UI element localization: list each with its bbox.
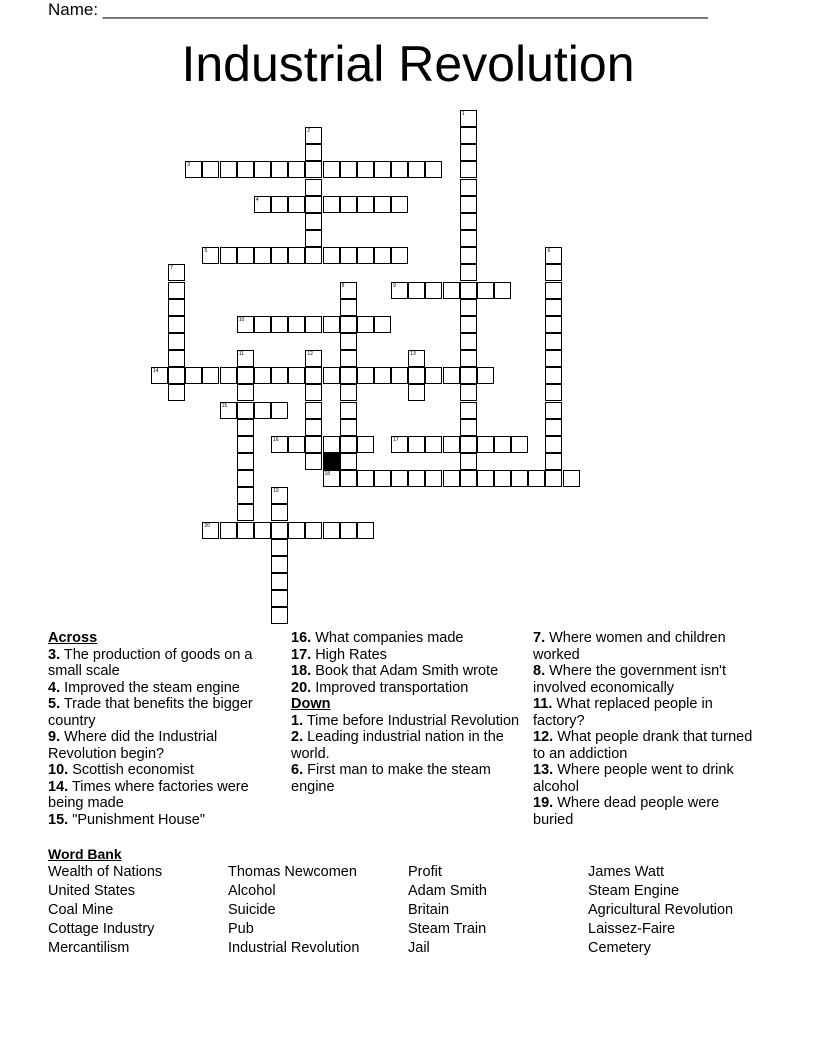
clue-text: Where dead people were buried (533, 795, 720, 828)
clue-number: 6 (547, 248, 551, 255)
crossword-cell[interactable] (460, 402, 477, 419)
crossword-cell[interactable] (305, 419, 322, 436)
crossword-cell[interactable] (220, 522, 237, 539)
crossword-cell[interactable] (460, 264, 477, 281)
crossword-cell[interactable] (545, 247, 562, 264)
crossword-cell[interactable] (340, 282, 357, 299)
clue-text: What replaced people in factory? (533, 696, 713, 729)
crossword-cell[interactable] (460, 470, 477, 487)
clue-across-16 (291, 630, 521, 647)
name-field[interactable]: Name: ________________________________________________________________ (48, 0, 708, 19)
crossword-cell[interactable] (460, 384, 477, 401)
crossword-cell[interactable] (391, 196, 408, 213)
crossword-cell[interactable] (271, 573, 288, 590)
crossword-cell[interactable] (237, 453, 254, 470)
clue-across-4 (48, 680, 278, 697)
crossword-cell[interactable] (460, 213, 477, 230)
word-bank-item: James Watt (588, 864, 665, 880)
word-bank-item: Steam Train (408, 921, 487, 937)
clue-number-label: 16. (291, 630, 312, 646)
crossword-cell[interactable] (271, 161, 288, 178)
crossword-cell[interactable] (288, 436, 305, 453)
crossword-cell[interactable] (374, 161, 391, 178)
crossword-cell[interactable] (305, 522, 322, 539)
clue-number: 3 (187, 162, 191, 169)
crossword-cell[interactable] (391, 161, 408, 178)
clue-down-13 (533, 762, 763, 795)
clue-number: 9 (393, 282, 396, 289)
crossword-cell[interactable] (460, 453, 477, 470)
clue-number-label: 6. (291, 762, 304, 778)
clue-number: 18 (324, 471, 331, 478)
crossword-cell[interactable] (374, 367, 391, 384)
crossword-cell[interactable] (460, 230, 477, 247)
crossword-cell[interactable] (237, 419, 254, 436)
crossword-cell[interactable] (323, 470, 340, 487)
crossword-cell[interactable] (460, 367, 477, 384)
clue-number: 1 (461, 111, 465, 117)
word-bank-item: Laissez-Faire (588, 921, 676, 937)
crossword-cell[interactable] (340, 299, 357, 316)
crossword-cell[interactable] (357, 196, 374, 213)
crossword-cell[interactable] (305, 316, 322, 333)
crossword-cell[interactable] (545, 402, 562, 419)
crossword-cell[interactable] (545, 453, 562, 470)
crossword-cell[interactable] (460, 436, 477, 453)
crossword-cell[interactable] (271, 607, 288, 624)
crossword-cell[interactable] (288, 316, 305, 333)
word-bank-item: Coal Mine (48, 902, 114, 918)
crossword-cell[interactable] (357, 316, 374, 333)
crossword-cell[interactable] (237, 522, 254, 539)
word-bank-item: Adam Smith (408, 883, 487, 899)
crossword-cell[interactable] (545, 333, 562, 350)
clue-across-14 (48, 779, 278, 812)
clue-number-label: 7. (533, 630, 546, 646)
crossword-cell[interactable] (305, 179, 322, 196)
clue-text: Book that Adam Smith wrote (311, 663, 499, 679)
crossword-cell[interactable] (545, 384, 562, 401)
crossword-cell[interactable] (271, 247, 288, 264)
clue-number-label: 9. (48, 729, 61, 745)
word-bank-item: Agricultural Revolution (588, 902, 734, 918)
clues-column-2 (291, 630, 521, 795)
crossword-cell[interactable] (340, 196, 357, 213)
crossword-cell[interactable] (460, 179, 477, 196)
crossword-cell[interactable] (357, 470, 374, 487)
clue-number: 17 (393, 436, 399, 443)
crossword-cell[interactable] (340, 247, 357, 264)
crossword-cell[interactable] (391, 436, 408, 453)
clue-across-15 (48, 812, 278, 829)
crossword-cell[interactable] (237, 487, 254, 504)
crossword-cell[interactable] (305, 453, 322, 470)
word-bank-item: Suicide (228, 902, 276, 918)
crossword-cell[interactable] (254, 402, 271, 419)
crossword-cell[interactable] (202, 367, 219, 384)
crossword-cell[interactable] (443, 367, 460, 384)
crossword-cell[interactable] (323, 196, 340, 213)
crossword-cell[interactable] (305, 402, 322, 419)
crossword-cell[interactable] (271, 196, 288, 213)
crossword-cell[interactable] (305, 247, 322, 264)
crossword-cell[interactable] (528, 470, 545, 487)
across-heading: Across (48, 630, 98, 646)
word-bank-item: Mercantilism (48, 940, 130, 956)
crossword-cell[interactable] (237, 402, 254, 419)
clue-number: 20 (204, 522, 210, 529)
word-bank-item: Steam Engine (588, 883, 680, 899)
crossword-cell[interactable] (220, 161, 237, 178)
crossword-cell[interactable] (460, 127, 477, 144)
clue-number: 10 (238, 316, 245, 323)
clue-across-17 (291, 647, 521, 664)
crossword-cell[interactable] (425, 470, 442, 487)
word-bank-item: Jail (408, 940, 430, 956)
crossword-cell[interactable] (357, 522, 374, 539)
crossword-cell[interactable] (254, 367, 271, 384)
crossword-cell[interactable] (408, 282, 425, 299)
clue-text: The production of goods on a small scale (48, 646, 253, 679)
word-bank-item: Profit (408, 864, 442, 880)
crossword-cell[interactable] (425, 436, 442, 453)
crossword-cell[interactable] (323, 161, 340, 178)
crossword-cell[interactable] (237, 161, 254, 178)
crossword-cell[interactable] (374, 247, 391, 264)
crossword-cell[interactable] (185, 367, 202, 384)
clue-number-label: 18. (291, 663, 312, 679)
clue-down-2 (291, 729, 521, 762)
clue-across-9 (48, 729, 278, 762)
crossword-cell[interactable] (391, 367, 408, 384)
clue-across-20 (291, 680, 521, 697)
clue-text: First man to make the steam engine (291, 762, 491, 795)
crossword-cell[interactable] (271, 556, 288, 573)
crossword-cell[interactable] (168, 384, 185, 401)
crossword-cell[interactable] (408, 161, 425, 178)
crossword-cell[interactable] (305, 127, 322, 144)
crossword-cell[interactable] (254, 247, 271, 264)
crossword-cell[interactable] (237, 350, 254, 367)
crossword-cell[interactable] (425, 161, 442, 178)
crossword-cell[interactable] (323, 436, 340, 453)
crossword-cell[interactable] (185, 161, 202, 178)
clue-number-label: 12. (533, 729, 554, 745)
crossword-cell[interactable] (271, 539, 288, 556)
clues-column-1 (48, 630, 278, 828)
crossword-cell[interactable] (494, 470, 511, 487)
word-bank-item: Industrial Revolution (228, 940, 360, 956)
word-bank-item: Pub (228, 921, 254, 937)
clue-text: Where did the Industrial Revolution begin? (48, 729, 218, 762)
clue-across-3 (48, 647, 278, 680)
clue-text: "Punishment House" (68, 811, 206, 828)
clue-down-1 (291, 713, 521, 730)
crossword-cell[interactable] (254, 161, 271, 178)
crossword-cell[interactable] (254, 316, 271, 333)
crossword-cell[interactable] (408, 436, 425, 453)
crossword-cell[interactable] (323, 247, 340, 264)
crossword-cell[interactable] (168, 350, 185, 367)
crossword-cell[interactable] (305, 161, 322, 178)
crossword-cell[interactable] (408, 350, 425, 367)
crossword-cell[interactable] (271, 487, 288, 504)
crossword-cell[interactable] (323, 522, 340, 539)
crossword-cell[interactable] (202, 247, 219, 264)
clue-across-18 (291, 663, 521, 680)
crossword-cell[interactable] (340, 522, 357, 539)
clue-number-label: 8. (533, 663, 546, 679)
crossword-cell[interactable] (237, 316, 254, 333)
clue-number-label: 13. (533, 762, 554, 778)
crossword-cell[interactable] (545, 350, 562, 367)
clue-text: Improved transportation (311, 679, 469, 696)
page-title: Industrial Revolution (181, 36, 635, 92)
crossword-cell[interactable] (220, 367, 237, 384)
crossword-cell[interactable] (237, 504, 254, 521)
crossword-cell[interactable] (374, 316, 391, 333)
crossword-cell[interactable] (477, 436, 494, 453)
crossword-cell[interactable] (237, 247, 254, 264)
clue-number-label: 19. (533, 795, 554, 811)
crossword-cell[interactable] (460, 144, 477, 161)
crossword-cell[interactable] (477, 470, 494, 487)
crossword-cell[interactable] (323, 316, 340, 333)
crossword-cell[interactable] (477, 367, 494, 384)
clue-number-label: 15. (48, 811, 69, 828)
crossword-cell[interactable] (202, 161, 219, 178)
word-bank-item: Cemetery (588, 940, 651, 956)
clue-text: Time before Industrial Revolution (303, 712, 520, 729)
crossword-cell[interactable] (168, 282, 185, 299)
crossword-cell[interactable] (563, 470, 580, 487)
crossword-cell[interactable] (254, 522, 271, 539)
clue-number: 15 (221, 402, 228, 409)
clue-number: 19 (273, 488, 279, 495)
crossword-cell[interactable] (408, 470, 425, 487)
clue-text: Scottish economist (68, 762, 194, 778)
crossword-cell[interactable] (545, 470, 562, 487)
clue-number-label: 11. (533, 696, 553, 712)
crossword-cell[interactable] (545, 316, 562, 333)
down-heading: Down (291, 696, 331, 712)
crossword-cell[interactable] (323, 367, 340, 384)
crossword-cell[interactable] (443, 470, 460, 487)
clue-across-10 (48, 762, 278, 779)
crossword-cell[interactable] (460, 333, 477, 350)
crossword-cell[interactable] (220, 247, 237, 264)
crossword-cell[interactable] (288, 522, 305, 539)
crossword-cell[interactable] (340, 384, 357, 401)
crossword-cell[interactable] (545, 264, 562, 281)
crossword-cell[interactable] (425, 367, 442, 384)
clue-text: Where people went to drink alcohol (533, 762, 734, 795)
clue-number: 2 (307, 128, 311, 135)
clue-number-label: 3. (48, 646, 61, 663)
clue-number-label: 1. (291, 712, 304, 729)
word-bank-title: Word Bank (48, 846, 122, 862)
crossword-cell[interactable] (460, 110, 477, 127)
crossword-cell[interactable] (443, 282, 460, 299)
crossword-cell[interactable] (168, 316, 185, 333)
clue-text: Improved the steam engine (60, 679, 240, 696)
crossword-cell[interactable] (545, 436, 562, 453)
clue-number: 16 (273, 436, 279, 443)
crossword-cell[interactable] (357, 161, 374, 178)
crossword-cell[interactable] (288, 161, 305, 178)
clue-text: High Rates (311, 646, 387, 663)
clue-number: 12 (307, 351, 313, 358)
crossword-cell[interactable] (460, 282, 477, 299)
crossword-cell[interactable] (545, 299, 562, 316)
crossword-cell[interactable] (288, 367, 305, 384)
crossword-cell[interactable] (460, 196, 477, 213)
crossword-cell[interactable] (357, 247, 374, 264)
crossword-cell[interactable] (271, 316, 288, 333)
clue-down-11 (533, 696, 763, 729)
crossword-cell[interactable] (460, 161, 477, 178)
crossword-cell[interactable] (494, 436, 511, 453)
crossword-cell[interactable] (408, 367, 425, 384)
crossword-cell[interactable] (425, 282, 442, 299)
clue-number-label: 14. (48, 778, 69, 795)
crossword-cell[interactable] (340, 402, 357, 419)
crossword-cell[interactable] (340, 453, 357, 470)
clue-number-label: 10. (48, 762, 69, 778)
crossword-cell[interactable] (340, 470, 357, 487)
crossword-cell[interactable] (477, 282, 494, 299)
crossword-cell[interactable] (460, 247, 477, 264)
crossword-cell[interactable] (305, 367, 322, 384)
clue-number: 4 (255, 196, 259, 203)
word-bank-item: Alcohol (228, 883, 276, 899)
clue-text: Where the government isn't involved economically (533, 663, 726, 696)
clue-across-5 (48, 696, 278, 729)
clue-text: What people drank that turned to an addiction (533, 729, 753, 762)
crossword-cell[interactable] (168, 299, 185, 316)
crossword-cell[interactable] (374, 196, 391, 213)
clue-text: What companies made (311, 630, 464, 646)
crossword-cell[interactable] (271, 436, 288, 453)
clue-number-label: 4. (48, 679, 61, 696)
crossword-cell[interactable] (254, 196, 271, 213)
crossword-cell[interactable] (545, 367, 562, 384)
clue-text: Times where factories were being made (48, 778, 249, 811)
crossword-cell[interactable] (340, 161, 357, 178)
crossword-cell[interactable] (151, 367, 168, 384)
crossword-cell[interactable] (220, 402, 237, 419)
word-bank-item: United States (48, 883, 136, 899)
crossword-cell[interactable] (340, 436, 357, 453)
crossword-cell[interactable] (202, 522, 219, 539)
crossword-cell[interactable] (271, 367, 288, 384)
word-bank-item: Cottage Industry (48, 921, 155, 937)
crossword-cell[interactable] (305, 144, 322, 161)
crossword-cell[interactable] (237, 436, 254, 453)
clue-down-12 (533, 729, 763, 762)
crossword-cell[interactable] (305, 213, 322, 230)
crossword-cell[interactable] (168, 264, 185, 281)
word-bank-item: Wealth of Nations (48, 864, 163, 880)
clue-number: 14 (153, 368, 159, 375)
word-bank-item: Britain (408, 902, 450, 918)
crossword-cell[interactable] (305, 230, 322, 247)
crossword-cell[interactable] (374, 470, 391, 487)
crossword-cell[interactable] (237, 367, 254, 384)
crossword-cell[interactable] (408, 384, 425, 401)
clue-down-8 (533, 663, 763, 696)
crossword-cell[interactable] (511, 436, 528, 453)
clue-down-7 (533, 630, 763, 663)
crossword-cell[interactable] (305, 384, 322, 401)
clue-number: 13 (410, 351, 416, 358)
crossword-cell[interactable] (271, 522, 288, 539)
clue-number-label: 20. (291, 679, 312, 696)
crossword-cell[interactable] (340, 316, 357, 333)
clue-number-label: 17. (291, 646, 312, 663)
crossword-cell[interactable] (460, 350, 477, 367)
crossword-cell[interactable] (391, 247, 408, 264)
crossword-cell[interactable] (305, 196, 322, 213)
crossword-cell[interactable] (271, 504, 288, 521)
crossword-cell[interactable] (168, 333, 185, 350)
crossword-cell[interactable] (494, 282, 511, 299)
crossword-cell[interactable] (168, 367, 185, 384)
crossword-cell[interactable] (288, 196, 305, 213)
crossword-cell[interactable] (340, 350, 357, 367)
clue-number: 5 (204, 248, 208, 255)
clue-text: Trade that benefits the bigger country (48, 696, 253, 729)
crossword-cell[interactable] (237, 470, 254, 487)
word-bank-item: Thomas Newcomen (228, 864, 357, 880)
crossword-cell[interactable] (340, 367, 357, 384)
clue-down-6 (291, 762, 521, 795)
crossword-cell[interactable] (357, 436, 374, 453)
crossword-cell[interactable] (460, 419, 477, 436)
clue-number: 11 (238, 351, 244, 358)
crossword-cell[interactable] (271, 590, 288, 607)
clue-down-19 (533, 795, 763, 828)
crossword-cell[interactable] (511, 470, 528, 487)
clue-number: 7 (170, 265, 173, 272)
clue-text: Where women and children worked (533, 630, 726, 663)
clue-number-label: 5. (48, 696, 61, 712)
crossword-cell[interactable] (443, 436, 460, 453)
clue-text: Leading industrial nation in the world. (291, 729, 504, 762)
crossword-cell[interactable] (391, 282, 408, 299)
crossword-cell[interactable] (545, 282, 562, 299)
clues-column-3 (533, 630, 763, 828)
crossword-cell[interactable] (305, 436, 322, 453)
black-square (323, 453, 340, 470)
crossword-cell[interactable] (460, 299, 477, 316)
crossword-cell[interactable] (545, 419, 562, 436)
crossword-cell[interactable] (460, 316, 477, 333)
crossword-cell[interactable] (340, 419, 357, 436)
crossword-cell[interactable] (305, 350, 322, 367)
crossword-cell[interactable] (271, 402, 288, 419)
clue-number: 8 (341, 282, 345, 289)
crossword-cell[interactable] (340, 333, 357, 350)
crossword-cell[interactable] (357, 367, 374, 384)
crossword-cell[interactable] (288, 247, 305, 264)
crossword-cell[interactable] (237, 384, 254, 401)
crossword-cell[interactable] (391, 470, 408, 487)
clue-number-label: 2. (291, 729, 304, 745)
